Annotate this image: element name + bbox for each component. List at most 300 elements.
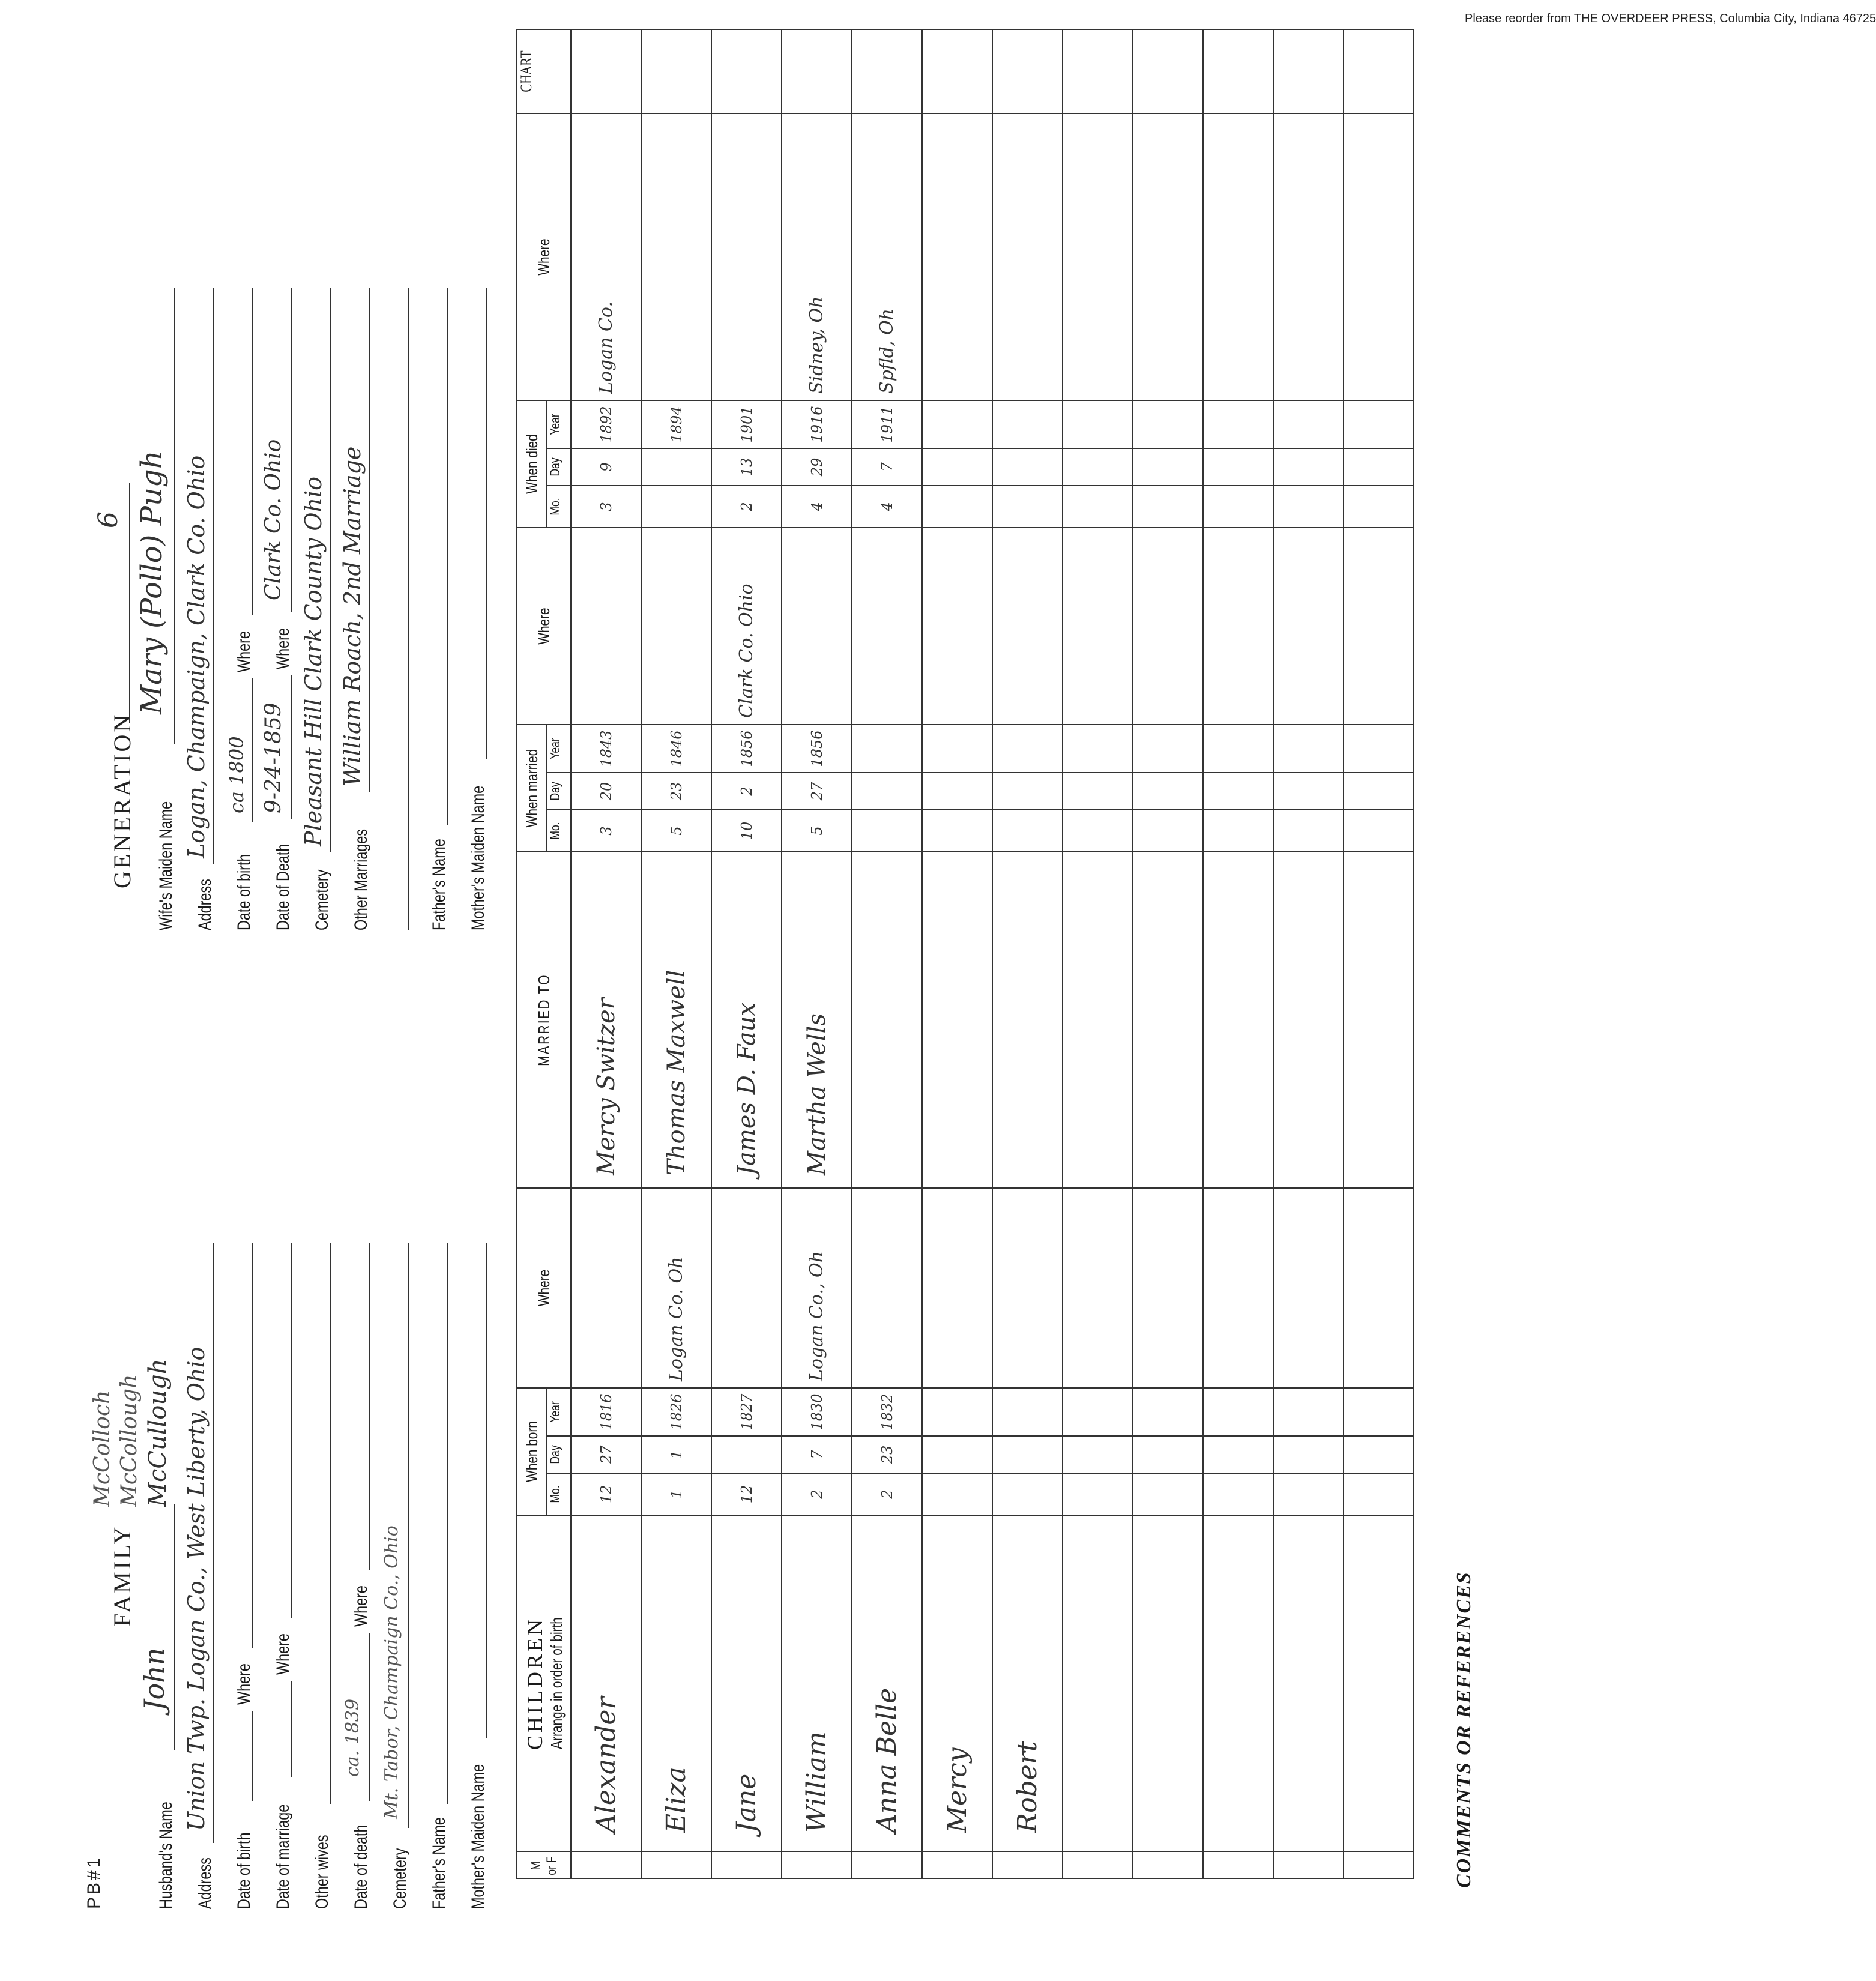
married-year-value: 1856: [808, 730, 825, 767]
header-children: [517, 1515, 571, 1851]
died-year-value: 1901: [738, 406, 755, 443]
child-name: [711, 1515, 782, 1851]
child-name-value: Robert: [1012, 1741, 1043, 1833]
married-year: [1063, 725, 1133, 773]
header-when-married: When married: [517, 725, 547, 852]
died-year: [1344, 400, 1414, 448]
born-month: [641, 1473, 711, 1515]
children-rows: [571, 29, 1414, 1878]
born-day: [1203, 1436, 1273, 1473]
header-chart: CHART: [517, 29, 571, 113]
generation-title: GENERATION: [109, 712, 136, 888]
wife-birth-date: ca 1800: [225, 736, 248, 813]
chart-ref-id: PB#1: [84, 1855, 104, 1909]
husband-other-wives-label: Other wives: [312, 1835, 332, 1909]
died-where: [1063, 113, 1133, 400]
married-month-value: 3: [597, 826, 615, 836]
table-row: [1344, 29, 1414, 1878]
born-where: [571, 1188, 641, 1388]
died-year: [992, 400, 1063, 448]
generation-number: 6: [93, 511, 124, 528]
married-month: [1273, 810, 1344, 852]
husband-death-label: Date of death: [351, 1824, 371, 1909]
child-name: [1203, 1515, 1273, 1851]
married-to: [1133, 852, 1203, 1188]
born-where: [1133, 1188, 1203, 1388]
died-month: [852, 486, 922, 528]
child-sex: [1063, 1851, 1133, 1878]
wife-birth-where-label: Where: [234, 631, 254, 672]
header-children-sub: Arrange in order of birth: [547, 1617, 566, 1749]
died-year-value: 1911: [878, 406, 896, 443]
married-day: [1203, 773, 1273, 810]
born-where: [782, 1188, 852, 1388]
born-year-value: 1816: [597, 1393, 615, 1431]
header-married-where: Where: [517, 528, 571, 725]
born-year: [711, 1388, 782, 1436]
born-year: [1133, 1388, 1203, 1436]
married-to: [571, 852, 641, 1188]
child-name: [852, 1515, 922, 1851]
married-year: [641, 725, 711, 773]
child-sex: [711, 1851, 782, 1878]
married-day: [571, 773, 641, 810]
born-month-value: 12: [738, 1485, 755, 1504]
married-day: [992, 773, 1063, 810]
died-month-value: 2: [738, 502, 755, 511]
child-name-value: Anna Belle: [872, 1687, 902, 1833]
born-where: [1344, 1188, 1414, 1388]
died-day: [1063, 448, 1133, 486]
married-to: [1203, 852, 1273, 1188]
child-name-value: William: [801, 1731, 832, 1833]
married-to: [852, 852, 922, 1188]
children-table: [516, 29, 1414, 1879]
married-to: [782, 852, 852, 1188]
header-married-mo: Mo.: [547, 810, 571, 852]
wife-father-label: Father's Name: [429, 839, 449, 930]
born-month: [1203, 1473, 1273, 1515]
married-year: [782, 725, 852, 773]
married-where: [992, 528, 1063, 725]
died-day: [641, 448, 711, 486]
born-where: [1063, 1188, 1133, 1388]
died-where: [1273, 113, 1344, 400]
husband-father-label: Father's Name: [429, 1817, 449, 1909]
died-where: [1133, 113, 1203, 400]
child-name: [1344, 1515, 1414, 1851]
died-year-value: 1892: [597, 406, 615, 443]
born-month: [922, 1473, 992, 1515]
died-year: [571, 400, 641, 448]
married-month: [711, 810, 782, 852]
born-day-value: 27: [597, 1445, 615, 1464]
died-day: [852, 448, 922, 486]
born-year-value: 1832: [878, 1393, 896, 1431]
died-where-value: Spfld, Oh: [876, 309, 897, 394]
child-name: [1273, 1515, 1344, 1851]
child-chart: [992, 29, 1063, 113]
surname-variant-1: McColloch: [90, 1390, 115, 1507]
died-day-value: 7: [878, 462, 896, 472]
married-to-value: Thomas Maxwell: [662, 969, 690, 1175]
married-where: [571, 528, 641, 725]
died-month-value: 4: [808, 502, 825, 511]
died-month-value: 3: [597, 502, 615, 511]
died-where: [782, 113, 852, 400]
child-name: [992, 1515, 1063, 1851]
died-month-value: 4: [878, 502, 896, 511]
married-month-value: 5: [668, 826, 685, 836]
married-day: [1133, 773, 1203, 810]
married-where: [922, 528, 992, 725]
child-chart: [1273, 29, 1344, 113]
died-day: [1133, 448, 1203, 486]
wife-address: Logan, Champaign, Clark Co. Ohio: [183, 455, 210, 858]
married-where: [1203, 528, 1273, 725]
wife-cemetery: Pleasant Hill Clark County Ohio: [300, 476, 327, 846]
header-when-born: When born: [517, 1388, 547, 1515]
wife-name-label: Wife's Maiden Name: [156, 801, 176, 930]
died-year: [1063, 400, 1133, 448]
born-month: [1133, 1473, 1203, 1515]
married-year: [711, 725, 782, 773]
died-day-value: 9: [597, 462, 615, 472]
husband-marriage-where-label: Where: [273, 1633, 293, 1675]
header-married-to: MARRIED TO: [517, 852, 571, 1188]
child-name: [782, 1515, 852, 1851]
header-born-day: Day: [547, 1436, 571, 1473]
died-where: [922, 113, 992, 400]
married-where: [1133, 528, 1203, 725]
died-where-value: Sidney, Oh: [806, 296, 827, 394]
husband-mother-label: Mother's Maiden Name: [468, 1764, 488, 1909]
married-where: [711, 528, 782, 725]
married-month: [1203, 810, 1273, 852]
married-year: [1344, 725, 1414, 773]
died-year: [1203, 400, 1273, 448]
married-to: [1273, 852, 1344, 1188]
wife-mother-label: Mother's Maiden Name: [468, 785, 488, 930]
died-day: [571, 448, 641, 486]
married-day: [852, 773, 922, 810]
married-year: [571, 725, 641, 773]
married-where-value: Clark Co. Ohio: [736, 583, 757, 718]
married-month: [1063, 810, 1133, 852]
table-row: [1133, 29, 1203, 1878]
born-year: [992, 1388, 1063, 1436]
died-month: [922, 486, 992, 528]
married-day-value: 23: [668, 782, 685, 801]
child-chart: [571, 29, 641, 113]
married-year: [1203, 725, 1273, 773]
died-year: [782, 400, 852, 448]
born-day: [1133, 1436, 1203, 1473]
married-day: [922, 773, 992, 810]
born-day-value: 23: [878, 1445, 896, 1464]
born-where: [852, 1188, 922, 1388]
born-where: [922, 1188, 992, 1388]
wife-death-date: 9-24-1859: [261, 702, 286, 813]
married-to: [641, 852, 711, 1188]
wife-maiden-name: Mary (Pollo) Pugh: [135, 450, 169, 714]
wife-birth-label: Date of birth: [234, 854, 254, 930]
married-year: [922, 725, 992, 773]
table-row: [852, 29, 922, 1878]
married-month-value: 5: [808, 826, 825, 836]
born-year-value: 1826: [668, 1393, 685, 1431]
header-married-day: Day: [547, 773, 571, 810]
married-month: [782, 810, 852, 852]
husband-death-where-label: Where: [351, 1585, 371, 1627]
wife-death-where: Clark Co. Ohio: [261, 439, 286, 600]
husband-address: Union Twp. Logan Co., West Liberty, Ohio: [183, 1346, 210, 1831]
wife-other-marriages: William Roach, 2nd Marriage: [339, 446, 366, 786]
died-day: [922, 448, 992, 486]
died-day-value: 29: [808, 457, 825, 477]
died-month: [641, 486, 711, 528]
married-where: [782, 528, 852, 725]
header-married-year: Year: [547, 725, 571, 773]
married-month: [1133, 810, 1203, 852]
born-month-value: 2: [878, 1489, 896, 1499]
died-year: [641, 400, 711, 448]
child-name: [1133, 1515, 1203, 1851]
died-year: [1133, 400, 1203, 448]
born-day: [852, 1436, 922, 1473]
header-died-year: Year: [547, 400, 571, 448]
surname-variant-2: McCollough: [117, 1374, 142, 1507]
husband-death-date: ca. 1839: [342, 1698, 363, 1777]
table-row: [711, 29, 782, 1878]
husband-first-name: John: [138, 1647, 170, 1711]
child-sex: [571, 1851, 641, 1878]
child-sex: [852, 1851, 922, 1878]
child-chart: [1203, 29, 1273, 113]
wife-death-where-label: Where: [273, 628, 293, 669]
died-day-value: 13: [738, 457, 755, 477]
died-year-value: 1894: [668, 406, 685, 443]
married-to: [992, 852, 1063, 1188]
family-title: FAMILY: [109, 1524, 136, 1627]
child-sex: [1133, 1851, 1203, 1878]
table-row: [922, 29, 992, 1878]
child-chart: [1063, 29, 1133, 113]
died-where: [711, 113, 782, 400]
died-year-value: 1916: [808, 406, 825, 443]
header-born-where: Where: [517, 1188, 571, 1388]
child-chart: [711, 29, 782, 113]
born-day: [1273, 1436, 1344, 1473]
born-year: [1203, 1388, 1273, 1436]
born-month: [1344, 1473, 1414, 1515]
born-year: [641, 1388, 711, 1436]
born-year-value: 1827: [738, 1393, 755, 1431]
died-month: [1273, 486, 1344, 528]
died-month: [1133, 486, 1203, 528]
husband-birth-label: Date of birth: [234, 1832, 254, 1909]
died-year: [711, 400, 782, 448]
child-sex: [1203, 1851, 1273, 1878]
comments-label: COMMENTS OR REFERENCES: [1453, 1571, 1475, 1888]
husband-birth-where-label: Where: [234, 1663, 254, 1705]
died-day: [992, 448, 1063, 486]
married-day: [782, 773, 852, 810]
born-where: [1273, 1188, 1344, 1388]
married-month: [1344, 810, 1414, 852]
header-sex: M or F: [517, 1851, 571, 1878]
born-month: [1273, 1473, 1344, 1515]
married-to: [1344, 852, 1414, 1188]
header-children-title: CHILDREN: [522, 1617, 547, 1750]
husband-cemetery: Mt. Tabor, Champaign Co., Ohio: [381, 1525, 402, 1819]
born-day: [992, 1436, 1063, 1473]
born-day: [922, 1436, 992, 1473]
married-year: [992, 725, 1063, 773]
died-month: [1063, 486, 1133, 528]
born-day-value: 7: [808, 1450, 825, 1459]
married-where: [852, 528, 922, 725]
header-when-died: When died: [517, 400, 547, 528]
born-year: [852, 1388, 922, 1436]
child-sex: [922, 1851, 992, 1878]
married-day: [1273, 773, 1344, 810]
printer-note: Please reorder from THE OVERDEER PRESS, Columbia City, Indiana 46725: [1465, 12, 1876, 25]
married-year-value: 1846: [668, 730, 685, 767]
born-year: [1344, 1388, 1414, 1436]
wife-death-label: Date of Death: [273, 843, 293, 930]
died-where: [571, 113, 641, 400]
married-year-value: 1856: [738, 730, 755, 767]
died-where: [1203, 113, 1273, 400]
child-name-value: Mercy: [942, 1747, 973, 1833]
married-day: [711, 773, 782, 810]
married-day-value: 2: [738, 786, 755, 796]
born-day: [571, 1436, 641, 1473]
died-where: [641, 113, 711, 400]
husband-address-label: Address: [195, 1857, 215, 1909]
married-year: [1273, 725, 1344, 773]
child-name-value: Jane: [731, 1773, 762, 1833]
born-year: [1273, 1388, 1344, 1436]
born-where: [1203, 1188, 1273, 1388]
born-where: [711, 1188, 782, 1388]
born-month: [992, 1473, 1063, 1515]
born-month: [1063, 1473, 1133, 1515]
child-name: [922, 1515, 992, 1851]
married-year: [852, 725, 922, 773]
born-day: [641, 1436, 711, 1473]
died-year: [922, 400, 992, 448]
wife-other-marriages-label: Other Marriages: [351, 828, 371, 930]
died-day: [782, 448, 852, 486]
married-year-value: 1843: [597, 730, 615, 767]
married-day: [1344, 773, 1414, 810]
born-day: [711, 1436, 782, 1473]
died-where: [1344, 113, 1414, 400]
born-year: [1063, 1388, 1133, 1436]
child-name: [571, 1515, 641, 1851]
born-year: [922, 1388, 992, 1436]
born-day: [782, 1436, 852, 1473]
header-died-where: Where: [517, 113, 571, 400]
table-row: [1273, 29, 1344, 1878]
died-where: [992, 113, 1063, 400]
married-day-value: 20: [597, 782, 615, 801]
child-chart: [922, 29, 992, 113]
married-day-value: 27: [808, 782, 825, 801]
married-to: [1063, 852, 1133, 1188]
born-month: [571, 1473, 641, 1515]
born-month-value: 12: [597, 1485, 615, 1504]
husband-cemetery-label: Cemetery: [390, 1848, 410, 1909]
wife-address-label: Address: [195, 879, 215, 930]
born-day: [1344, 1436, 1414, 1473]
married-to-value: Mercy Switzer: [592, 998, 620, 1175]
died-month: [1203, 486, 1273, 528]
born-month-value: 1: [668, 1489, 685, 1499]
husband-surname: McCullough: [144, 1358, 172, 1507]
table-row: [992, 29, 1063, 1878]
child-name: [1063, 1515, 1133, 1851]
child-chart: [1344, 29, 1414, 113]
died-month: [782, 486, 852, 528]
wife-cemetery-label: Cemetery: [312, 869, 332, 930]
died-month: [1344, 486, 1414, 528]
table-row: [641, 29, 711, 1878]
child-sex: [782, 1851, 852, 1878]
table-row: [571, 29, 641, 1878]
header-died-mo: Mo.: [547, 486, 571, 528]
married-to-value: Martha Wells: [803, 1013, 831, 1175]
died-where: [852, 113, 922, 400]
born-year: [571, 1388, 641, 1436]
married-to: [922, 852, 992, 1188]
married-year: [1133, 725, 1203, 773]
married-month: [852, 810, 922, 852]
married-month-value: 10: [738, 821, 755, 840]
born-day-value: 1: [668, 1450, 685, 1459]
married-where: [1063, 528, 1133, 725]
table-row: [1203, 29, 1273, 1878]
married-where: [1273, 528, 1344, 725]
married-day: [641, 773, 711, 810]
died-day: [1344, 448, 1414, 486]
born-year: [782, 1388, 852, 1436]
died-month: [711, 486, 782, 528]
born-day: [1063, 1436, 1133, 1473]
born-month: [852, 1473, 922, 1515]
child-sex: [992, 1851, 1063, 1878]
born-month-value: 2: [808, 1489, 825, 1499]
married-where: [1344, 528, 1414, 725]
born-where-value: Logan Co., Oh: [806, 1251, 827, 1381]
married-month: [571, 810, 641, 852]
born-where-value: Logan Co. Oh: [666, 1256, 687, 1381]
child-chart: [1133, 29, 1203, 113]
born-where: [992, 1188, 1063, 1388]
born-month: [782, 1473, 852, 1515]
married-day: [1063, 773, 1133, 810]
born-where: [641, 1188, 711, 1388]
header-born-mo: Mo.: [547, 1473, 571, 1515]
child-chart: [782, 29, 852, 113]
child-sex: [1344, 1851, 1414, 1878]
died-year: [852, 400, 922, 448]
child-name: [641, 1515, 711, 1851]
married-month: [992, 810, 1063, 852]
child-name-value: Eliza: [661, 1767, 692, 1833]
